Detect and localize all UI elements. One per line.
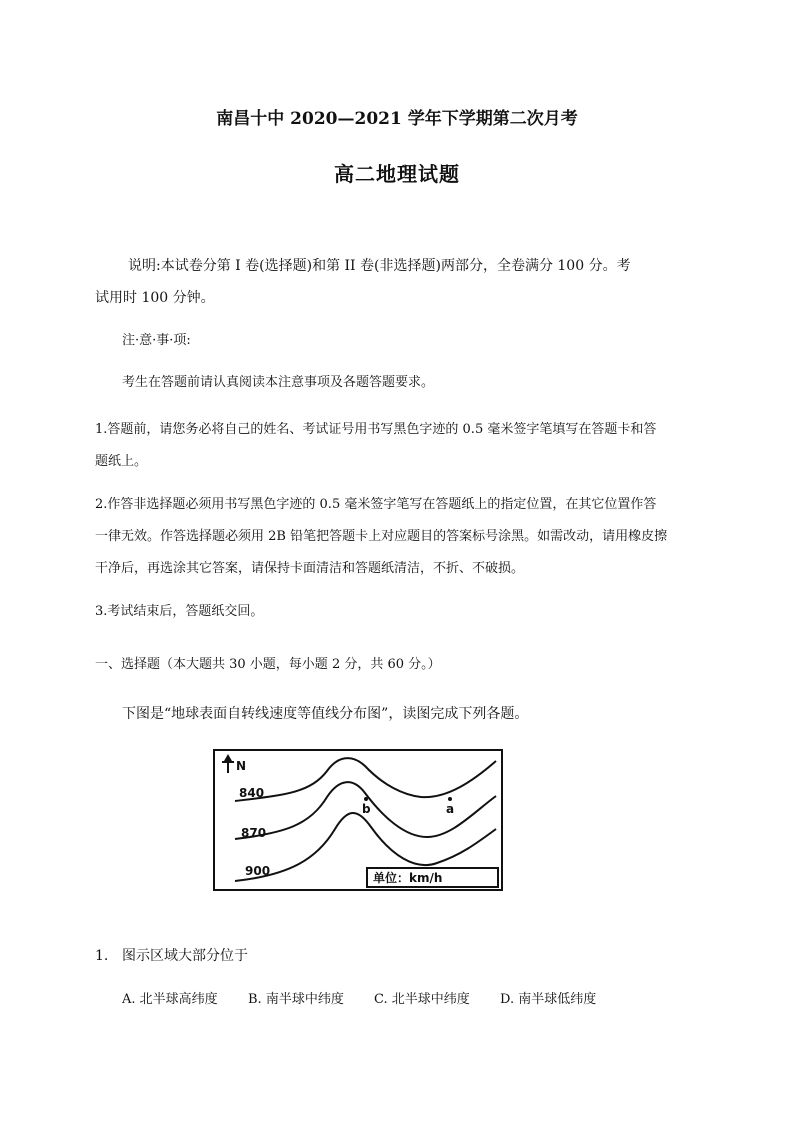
unit-label: 单位：km/h: [373, 871, 443, 885]
notice-heading: 注·意·事·项:: [122, 333, 191, 348]
section-1-heading: 一、选择题（本大题共 30 小题，每小题 2 分，共 60 分。）: [95, 657, 441, 672]
contour-label-840: 840: [239, 786, 265, 800]
figure-prompt: 下图是“地球表面自转线速度等值线分布图”，读图完成下列各题。: [122, 706, 529, 722]
point-a-dot: [448, 797, 452, 801]
north-arrow-icon: [222, 754, 234, 773]
notice-item-3: 3.考试结束后，答题纸交回。: [95, 604, 264, 619]
exam-title: 南昌十中 2020—2021 学年下学期第二次月考: [216, 109, 578, 129]
question-1-option-b[interactable]: B. 南半球中纬度: [248, 992, 344, 1007]
notice-lead: 考生在答题前请认真阅读本注意事项及各题答题要求。: [122, 375, 435, 390]
question-1-option-a[interactable]: A. 北半球高纬度: [122, 992, 218, 1007]
notice-item-1-line-2: 题纸上。: [95, 454, 148, 469]
question-1-stem: 图示区域大部分位于: [122, 948, 248, 964]
question-1-option-c[interactable]: C. 北半球中纬度: [374, 992, 470, 1007]
notice-item-2-line-3: 干净后，再选涂其它答案，请保持卡面清洁和答题纸清洁，不折、不破损。: [95, 561, 525, 576]
contour-figure: [213, 749, 503, 891]
contour-label-900: 900: [245, 864, 271, 878]
intro-line-2: 试用时 100 分钟。: [95, 290, 215, 306]
notice-item-2-line-2: 一律无效。作答选择题必须用 2B 铅笔把答题卡上对应题目的答案标号涂黑。如需改动，请用橡皮擦: [95, 529, 668, 544]
point-b-label: b: [362, 802, 371, 816]
intro-line-1: 说明:本试卷分第 I 卷(选择题)和第 II 卷(非选择题)两部分，全卷满分 100 分。考: [128, 258, 631, 274]
contour-label-870: 870: [241, 826, 267, 840]
question-1-number: 1.: [95, 948, 109, 964]
point-b-dot: [364, 797, 368, 801]
notice-item-2-line-1: 2.作答非选择题必须用书写黑色字迹的 0.5 毫米签字笔写在答题纸上的指定位置，在其它位置作答: [95, 497, 657, 512]
notice-item-1-line-1: 1.答题前，请您务必将自己的姓名、考试证号用书写黑色字迹的 0.5 毫米签字笔填写在答题卡和答: [95, 422, 657, 437]
contour-map: [215, 751, 500, 888]
point-a-label: a: [446, 802, 455, 816]
north-label: N: [236, 759, 247, 773]
exam-subtitle: 高二地理试题: [334, 162, 460, 186]
question-1-option-d[interactable]: D. 南半球低纬度: [500, 992, 597, 1007]
